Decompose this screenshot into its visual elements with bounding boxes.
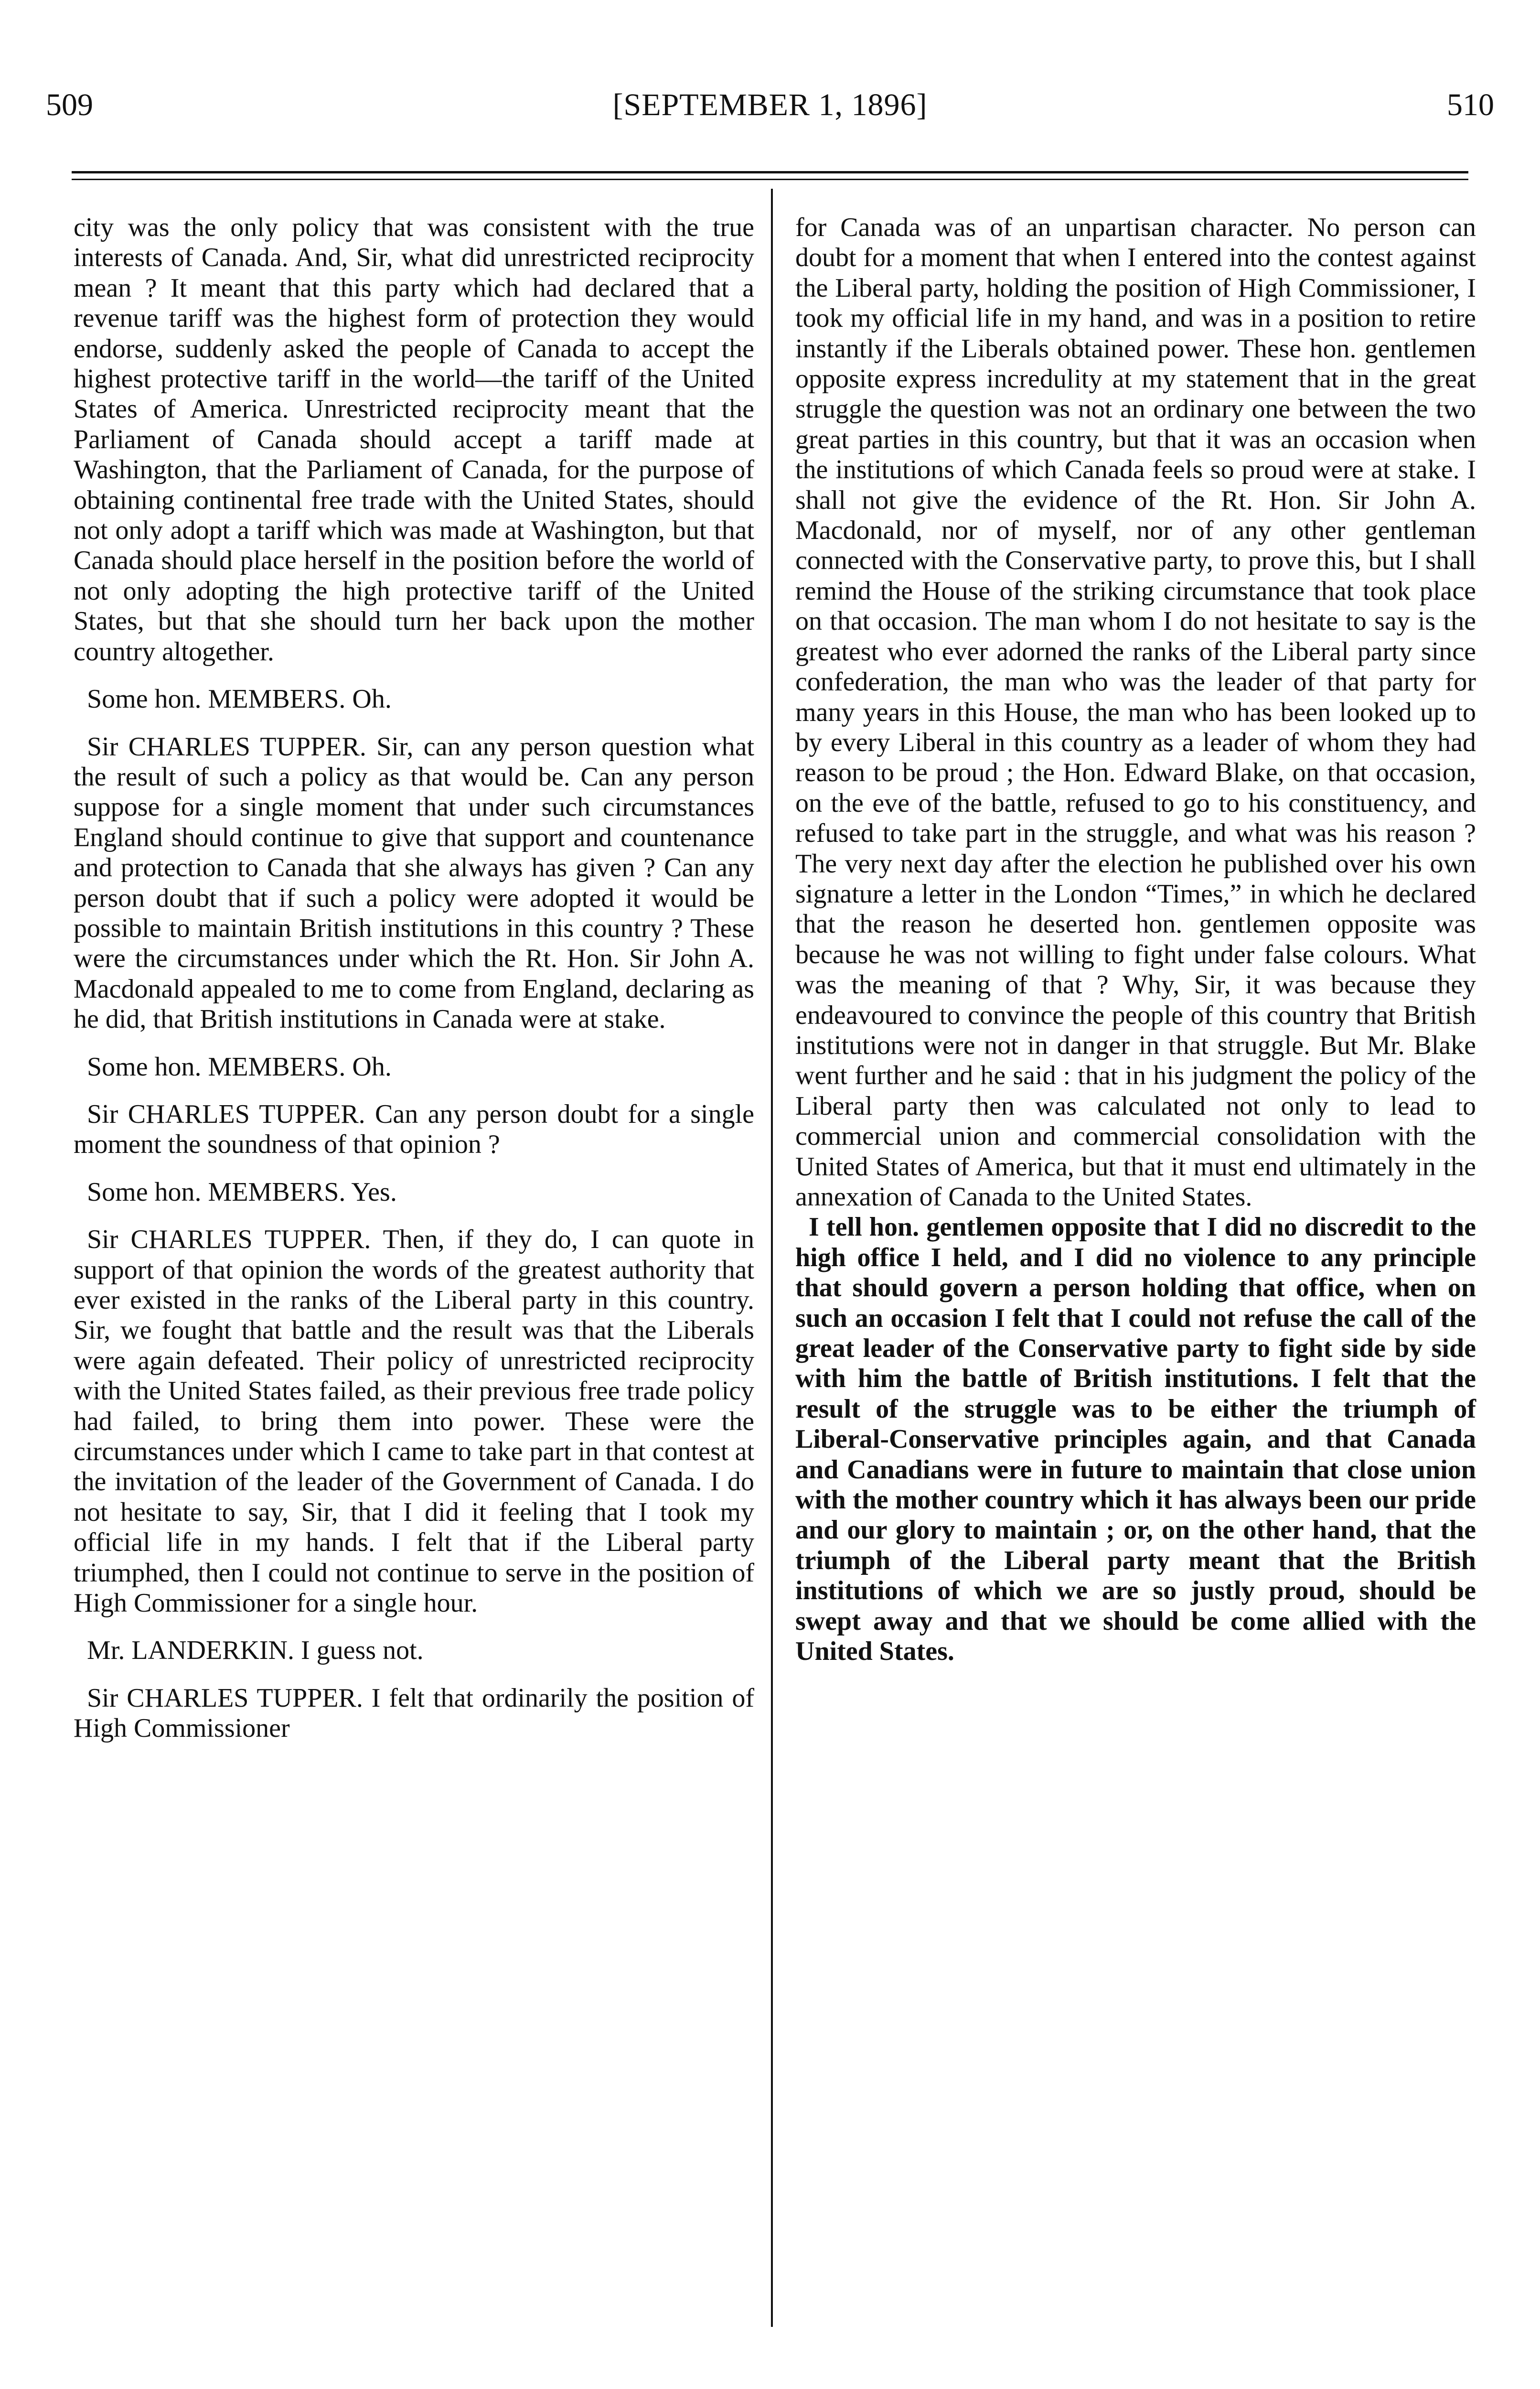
paragraph: for Canada was of an unpartisan character. No person can doubt for a moment that when I entered into the contest against the Liberal party, holding the position of High Commissioner, I took my official life in my hand, and was in a position to retire instantly if the Liberals obtained power. These hon. gentlemen opposite express incredulity at my statement that in the great struggle the question was not an ordinary one between the two great parties in this country, but that it was an occasion when the institutions of which Canada feels so proud were at stake. I shall not give the evidence of the Rt. Hon. Sir John A. Macdonald, nor of myself, nor of any other gentleman connected with the Conservative party, to prove this, but I shall remind the House of the striking circumstance that took place on that occasion. The man whom I do not hesitate to say is the greatest who ever adorned the ranks of the Liberal party since confederation, the man who was the leader of that party for many years in this House, the man who has been looked up to by every Liberal in this country as a leader of whom they had reason to be proud ; the Hon. Edward Blake, on that occasion, on the eve of the battle, refused to go to his constituency, and refused to take part in the struggle, and what was his reason ? The very next day after the election he published over his own signature a letter in the London “Times,” in which he declared that the reason he deserted hon. gentlemen opposite was because he was not willing to fight under false colours. What was the meaning of that ? Why, Sir, it was because they endeavoured to convince the people of this country that British institutions were not in danger in that struggle. But Mr. Blake went further and he said : that in his judgment the policy of the Liberal party then was calculated not only to lead to commercial union and commercial consolidation with the United States of America, but that it must end ultimately in the annexation of Canada to the United States. [795,213,1476,1212]
interjection: Some hon. MEMBERS. Oh. [87,684,392,714]
interjection: Some hon. MEMBERS. Oh. [87,1052,392,1082]
page-number-right: 510 [1447,87,1494,122]
speech-paragraph: Sir CHARLES TUPPER. I felt that ordinarily the position of High Commissioner [74,1683,754,1743]
speech-paragraph: Sir CHARLES TUPPER. Then, if they do, I can quote in support of that opinion the words of the greatest authority that ever existed in the ranks of the Liberal party in this country. Sir, we fought that battle and the result was that the Liberals were again defeated. Their policy of unrestricted reciprocity with the United States failed, as their previous free trade policy had failed, to bring them into power. These were the circumstances under which I came to take part in that contest at the invitation of the leader of the Government of Canada. I do not hesitate to say, Sir, that I did it feeling that I took my official life in my hands. I felt that if the Liberal party triumphed, then I could not continue to serve in the position of High Commissioner for a single hour. [74,1225,754,1618]
interjection: Some hon. MEMBERS. Yes. [87,1177,397,1207]
interjection: Mr. LANDERKIN. I guess not. [87,1636,424,1666]
paragraph: city was the only policy that was consistent with the true interests of Canada. And, Sir, what did unrestricted reciprocity mean ? It meant that this party which had declared that a revenue tariff was the highest form of protection they would endorse, suddenly asked the people of Canada to accept the highest protective tariff in the world—the tariff of the United States of America. Unrestricted reciprocity meant that the Parliament of Canada should accept a tariff made at Washington, that the Parliament of Canada, for the purpose of obtaining continental free trade with the United States, should not only adopt a tariff which was made at Washington, but that Canada should place herself in the position before the world of not only adopting the high protective tariff of the United States, but that she should turn her back upon the mother country altogether. [74,213,754,667]
column-divider [771,189,773,2327]
paragraph: I tell hon. gentlemen opposite that I did no discredit to the high office I held, and I did no violence to any principle that should govern a person holding that office, when on such an occasion I felt that I could not refuse the call of the great leader of the Conservative party to fight side by side with him the battle of British institutions. I felt that the result of the struggle was to be either the triumph of Liberal-Conservative principles again, and that Canada and Canadians were in future to maintain that close union with the mother country which it has always been our pride and our glory to maintain ; or, on the other hand, that the triumph of the Liberal party meant that the British institutions of which we are so justly proud, should be swept away and that we should be come allied with the United States. [795,1212,1476,1667]
speech-paragraph: Sir CHARLES TUPPER. Can any person doubt for a single moment the soundness of that opinion ? [74,1099,754,1160]
header-rule-secondary [72,179,1468,180]
speech-paragraph: Sir CHARLES TUPPER. Sir, can any person question what the result of such a policy as that would be. Can any person suppose for a single moment that under such circumstances England should continue to give that support and countenance and protection to Canada that she always has given ? Can any person doubt that if such a policy were adopted it would be possible to maintain British institutions in this country ? These were the circumstances under which the Rt. Hon. Sir John A. Macdonald appealed to me to come from England, declaring as he did, that British institutions in Canada were at stake. [74,732,754,1034]
header-rule [72,171,1468,173]
left-column [74,213,754,1744]
right-column [795,213,1476,1667]
page-date-title: [SEPTEMBER 1, 1896] [612,87,928,122]
page-number-left: 509 [46,87,93,122]
page-header [46,79,1494,131]
